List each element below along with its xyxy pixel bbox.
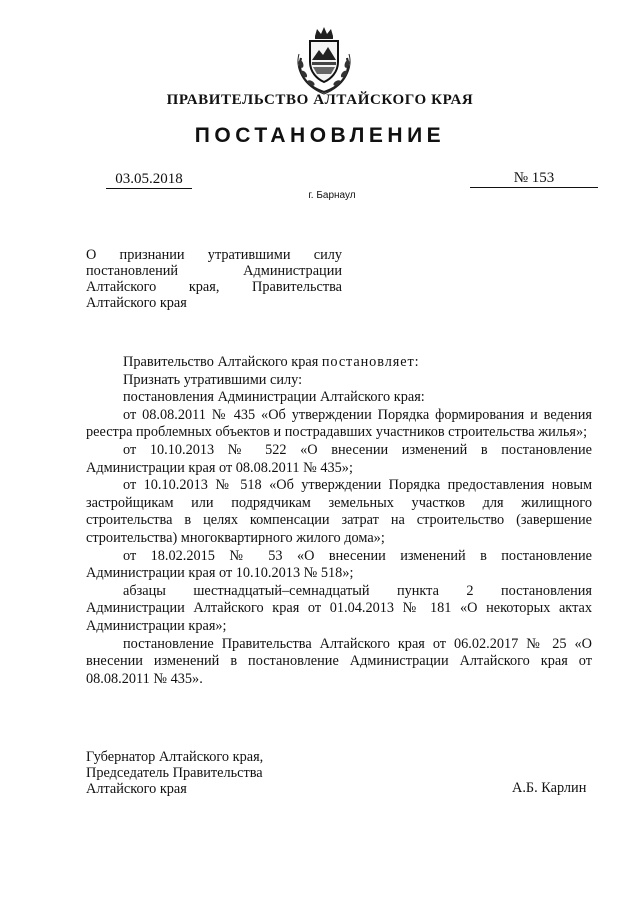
signatory-line: Губернатор Алтайского края, xyxy=(86,749,264,765)
body-paragraph: Признать утратившими силу: xyxy=(123,371,303,388)
document-date: 03.05.2018 xyxy=(106,171,192,189)
document-body xyxy=(86,354,592,688)
document-number: № 153 xyxy=(470,170,598,188)
intro-subject: Правительство Алтайского края xyxy=(123,354,319,370)
signatory-title xyxy=(86,749,306,797)
body-paragraph: абзацы шестнадцатый–семнадцатый пункта 2 постановления Администрации Алтайского края от 01.04.2013 № 181 «О некоторых актах Администрации края»; xyxy=(86,582,592,634)
body-intro xyxy=(86,354,592,372)
intro-verb: постановляет: xyxy=(321,354,420,370)
document-subject: О признании утратившими силу постановлений Администрации Алтайского края, Правительства Алтайского края xyxy=(86,247,342,311)
body-paragraph: постановления Администрации Алтайского края: xyxy=(123,389,425,406)
body-paragraph: от 10.10.2013 № 522 «О внесении изменений в постановление Администрации края от 08.08.2011 № 435»; xyxy=(86,441,592,476)
document-city: г. Барнаул xyxy=(308,190,356,201)
signatory-line: Председатель Правительства xyxy=(86,765,263,781)
body-paragraph: от 18.02.2015 № 53 «О внесении изменений в постановление Администрации края от 10.10.2013 № 518»; xyxy=(86,547,592,582)
coat-of-arms-icon xyxy=(293,24,355,96)
signatory-line: Алтайского края xyxy=(86,781,187,797)
body-paragraph: от 10.10.2013 № 518 «Об утверждении Порядка предоставления новым застройщикам или подрядчикам земельных участков для жилищного строительства в целях компенсации затрат на строительство (завершение строительства) многоквартирного жилого дома»; xyxy=(86,477,592,546)
document-type-title: ПОСТАНОВЛЕНИЕ xyxy=(194,124,446,147)
organization-name: ПРАВИТЕЛЬСТВО АЛТАЙСКОГО КРАЯ xyxy=(166,92,474,108)
body-paragraph: постановление Правительства Алтайского края от 06.02.2017 № 25 «О внесении изменений в постановление Администрации Алтайского края от 08.08.2011 № 435». xyxy=(86,635,592,687)
signatory-name: А.Б. Карлин xyxy=(512,780,587,796)
body-paragraph: от 08.08.2011 № 435 «Об утверждении Порядка формирования и ведения реестра проблемных объектов и пострадавших участников строительства жилья»; xyxy=(86,406,592,441)
